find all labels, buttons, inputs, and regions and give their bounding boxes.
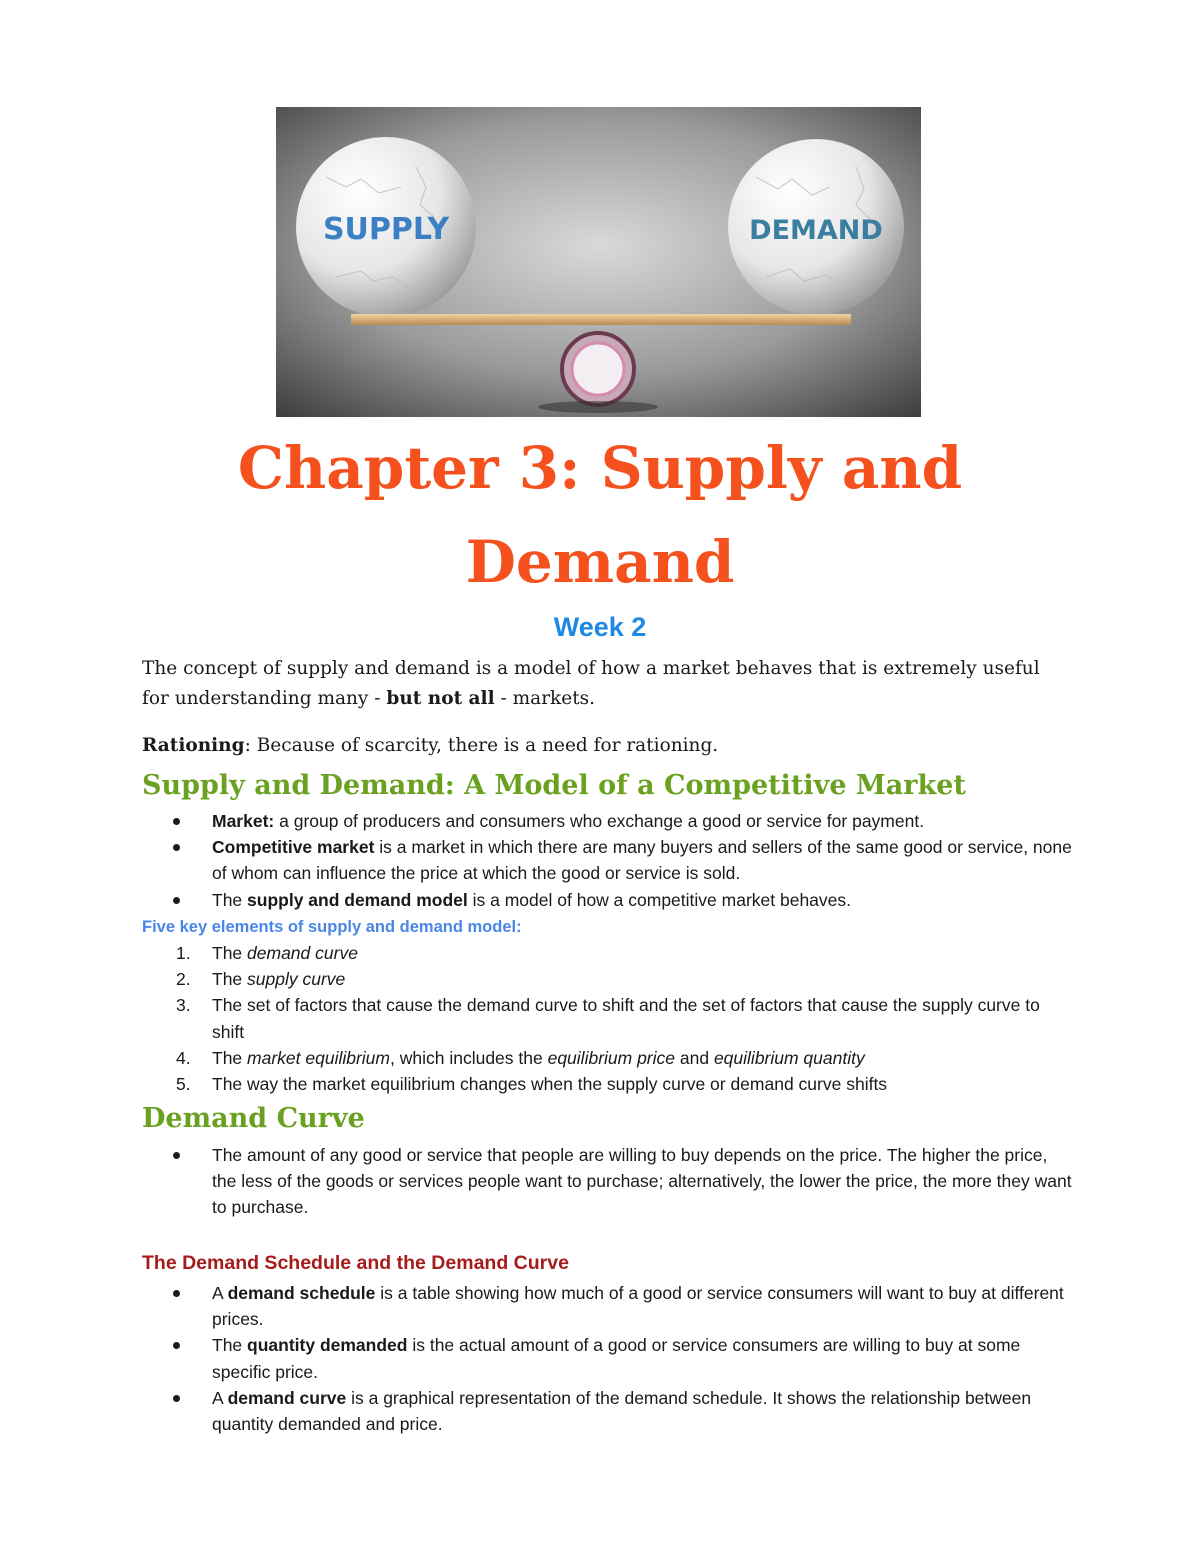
supply-demand-illustration [276,107,921,417]
competitive-market-list [142,808,1072,913]
list-item: 3. The set of factors that cause the demand curve to shift and the set of factors that cause the supply curve to shift [176,995,1040,1042]
section-heading-competitive-market: Supply and Demand: A Model of a Competitive Market [142,770,966,801]
week-subtitle: Week 2 [553,612,647,642]
list-item: The supply and demand model is a model of how a competitive market behaves. [142,887,1072,913]
chapter-title-continued: Demand [465,528,735,596]
section-heading-demand-curve: Demand Curve [142,1103,365,1134]
list-item: The quantity demanded is the actual amount of a good or service consumers are willing to buy at some specific price. [142,1332,1072,1384]
supply-label: SUPPLY [322,212,450,247]
list-item: A demand curve is a graphical representation of the demand schedule. It shows the relationship between quantity demanded and price. [142,1385,1072,1437]
demand-schedule-list [142,1280,1072,1437]
list-item: The amount of any good or service that people are willing to buy depends on the price. The higher the price, the less of the goods or services people want to purchase; alternatively, the lower the price, the more they want to purchase. [142,1142,1072,1221]
seesaw-plank [351,314,851,325]
chapter-title: Chapter 3: Supply and [237,434,963,502]
list-item: 4. The market equilibrium, which includes the equilibrium price and equilibrium quantity [176,1047,865,1068]
list-item: 5. The way the market equilibrium changes when the supply curve or demand curve shifts [176,1074,888,1095]
rationing-paragraph: Rationing: Because of scarcity, there is a need for rationing. [142,735,719,756]
intro-paragraph: The concept of supply and demand is a model of how a market behaves that is extremely useful for understanding many - but not all - markets. [142,658,1040,709]
list-item: 2. The supply curve [176,969,346,990]
list-item: Competitive market is a market in which there are many buyers and sellers of the same good or service, none of whom can influence the price at which the good or service is sold. [142,834,1072,886]
list-item: A demand schedule is a table showing how much of a good or service consumers will want to buy at different prices. [142,1280,1072,1332]
list-item: 1. The demand curve [176,943,358,963]
list-item: Market: a group of producers and consumers who exchange a good or service for payment. [142,808,1072,834]
rationing-term: Rationing [142,735,245,756]
five-elements-heading: Five key elements of supply and demand model: [142,918,522,936]
demand-curve-list [142,1142,1072,1221]
demand-schedule-heading: The Demand Schedule and the Demand Curve [142,1252,569,1274]
demand-label: DEMAND [749,215,883,246]
five-elements-list [142,940,1072,1097]
